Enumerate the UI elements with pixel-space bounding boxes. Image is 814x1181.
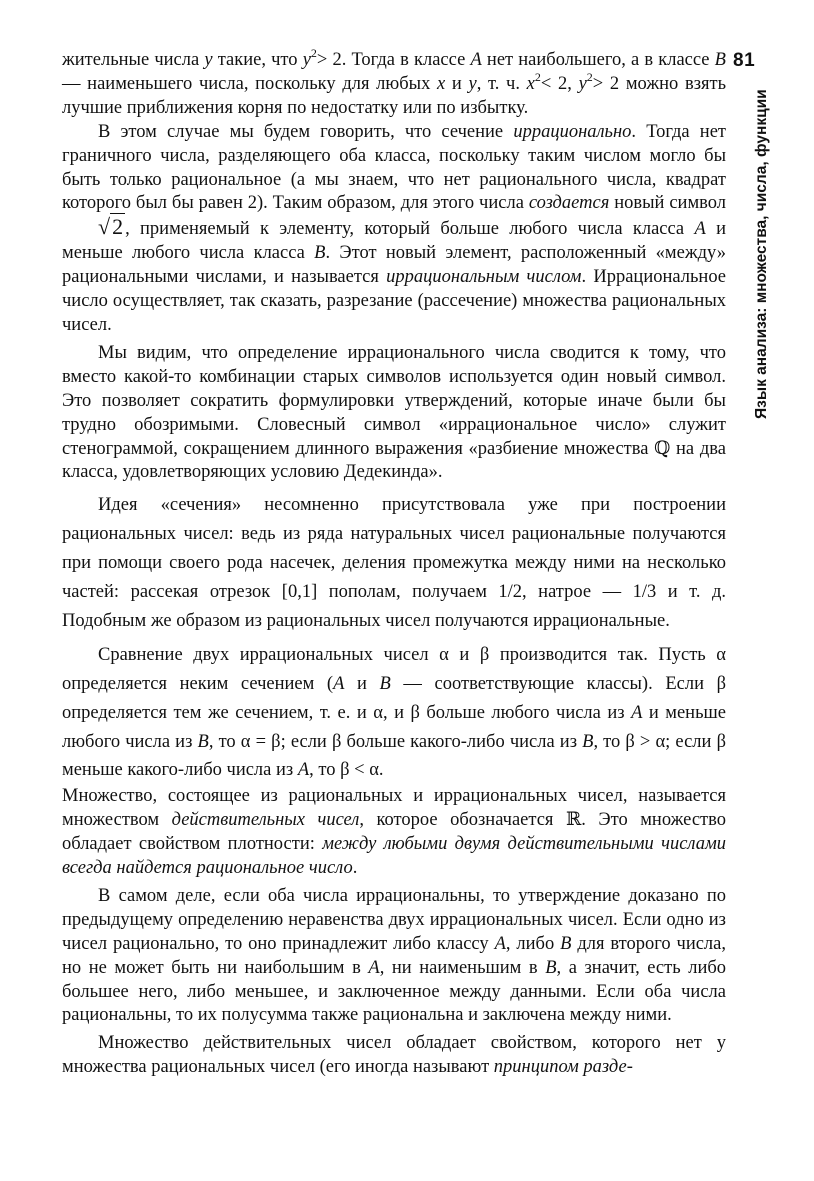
paragraph-1: жительные числа y такие, что $y^2> 2$. Тогда в классе A нет наибольшего, а в классе B — наименьшего числа, поскольку для любых x и y, т. ч. $x^2< 2$, $y^2> 2$ можно взять лучшие приближения корня по недостатку или по избытку.	[62, 46, 727, 118]
paragraph-3: Мы видим, что определение иррационального числа сводится к тому, что вместо какой-то комбинации старых символов используется один новый символ. Это позволяет сократить формулировки утверждений, которые иначе были бы трудно обозримыми. Словесный символ «иррациональное число» служит стенограммой, сокращением длинного выражения «разбиение множества ℚ на два класса, удовлетворяющих условию Дедекинда».	[62, 342, 726, 483]
sqrt-two-symbol: √2	[98, 214, 124, 240]
paragraph-6: Множество, состоящее из рациональных и иррациональных чисел, называется множеством действительных чисел, которое обозначается ℝ. Это множество обладает свойством плотности: между любыми двумя действительными числами всегда найдется рациональное число.	[62, 786, 726, 878]
text-body	[62, 46, 727, 1080]
page-number: 81	[733, 50, 756, 71]
running-head: Язык анализа: множества, числа, функции	[753, 89, 770, 419]
paragraph-8: Множество действительных чисел обладает свойством, которого нет у множества рациональных чисел (его иногда называют принципом разде-	[62, 1033, 726, 1078]
paragraph-5: Сравнение двух иррациональных чисел α и β производится так. Пусть α определяется неким сечением (A и B — соответствующие классы). Если β определяется тем же сечением, т. е. и α, и β больше любого числа из A и меньше любого числа из B, то α = β; если β больше какого-либо числа из B, то β > α; если β меньше какого-либо числа из A, то β < α.	[62, 645, 726, 781]
paragraph-2: В этом случае мы будем говорить, что сечение иррационально. Тогда нет граничного числа, разделяющего оба класса, поскольку таким числом могло бы быть только рациональное (а мы знаем, что нет рационального числа, квадрат которого был бы равен 2). Таким образом, для этого числа создается новый символ √2 , применяемый к элементу, который больше любого числа класса A и меньше любого числа класса B. Этот новый элемент, расположенный «между» рациональными числами, и называется иррациональным числом. Иррациональное число осуществляет, так сказать, разрезание (рассечение) множества рациональных чисел.	[62, 121, 727, 335]
paragraph-4: Идея «сечения» несомненно присутствовала уже при построении рациональных чисел: ведь из ряда натуральных чисел рациональные получаются при помощи своего рода насечек, деления промежутка между ними на несколько частей: рассекая отрезок [0,1] пополам, получаем 1/2, натрое — 1/3 и т. д. Подобным же образом из рациональных чисел получаются иррациональные.	[62, 495, 726, 631]
paragraph-7: В самом деле, если оба числа иррациональны, то утверждение доказано по предыдущему определению неравенства двух иррациональных чисел. Если одно из чисел рационально, то оно принадлежит либо классу A, либо B для второго числа, но не может быть ни наибольшим в A, ни наименьшим в B, а значит, есть либо большее него, либо меньшее, и заключенное между данными. Если оба числа рациональны, то их полусумма также рациональна и заключена между ними.	[62, 885, 727, 1026]
